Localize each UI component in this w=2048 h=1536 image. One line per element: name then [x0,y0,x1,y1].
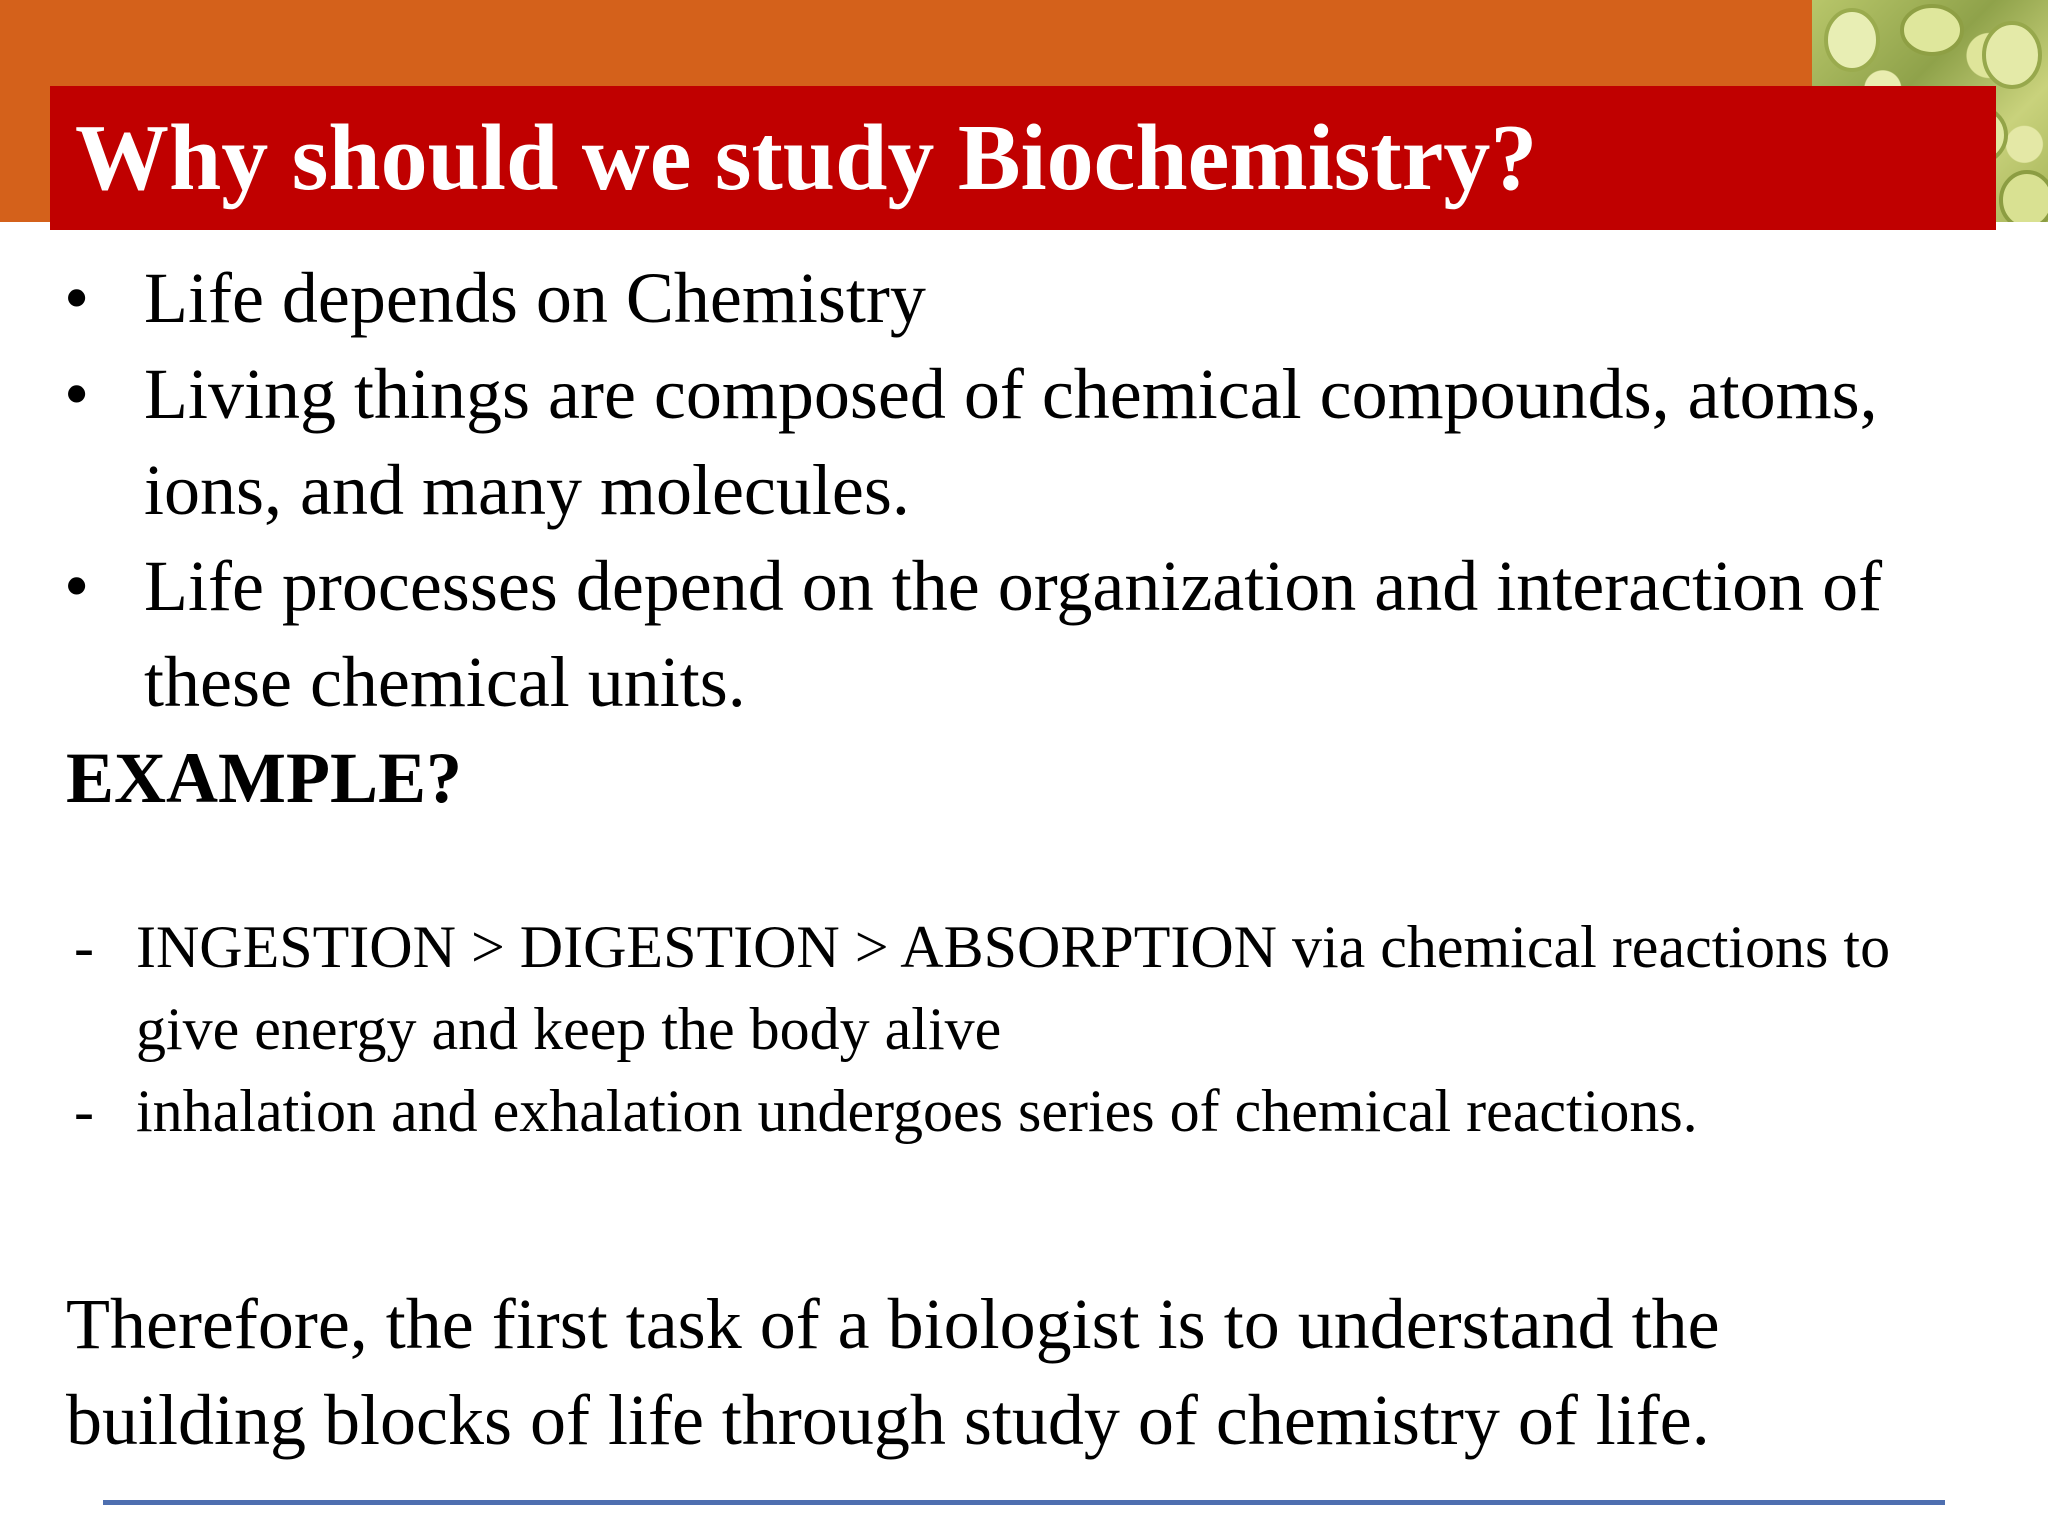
title-bar [50,86,1996,230]
example-text: inhalation and exhalation undergoes series of chemical reactions. [136,1078,1698,1144]
bottom-divider [103,1500,1945,1505]
bullet-marker: • [64,258,90,338]
bullet-list [56,250,1956,730]
dash-marker: - [74,1078,94,1144]
example-heading: EXAMPLE? [66,738,462,818]
slide-title: Why should we study Biochemistry? [75,106,1538,210]
example-list [70,906,1950,1152]
bullet-marker: • [64,546,90,626]
example-item [70,1070,1950,1152]
bullet-item [56,346,1956,538]
bullet-text: Living things are composed of chemical compounds, atoms, ions, and many molecules. [144,354,1878,530]
example-item [70,906,1950,1070]
bullet-text: Life depends on Chemistry [144,258,926,338]
bullet-text: Life processes depend on the organization and interaction of these chemical units. [144,546,1883,722]
bullet-marker: • [64,354,90,434]
conclusion-text: Therefore, the first task of a biologist is to understand the building blocks of life through study of chemistry of life. [66,1284,1720,1460]
dash-marker: - [74,914,94,980]
bullet-item [56,250,1956,346]
bullet-item [56,538,1956,730]
example-text: INGESTION > DIGESTION > ABSORPTION via chemical reactions to give energy and keep the body alive [136,914,1891,1062]
